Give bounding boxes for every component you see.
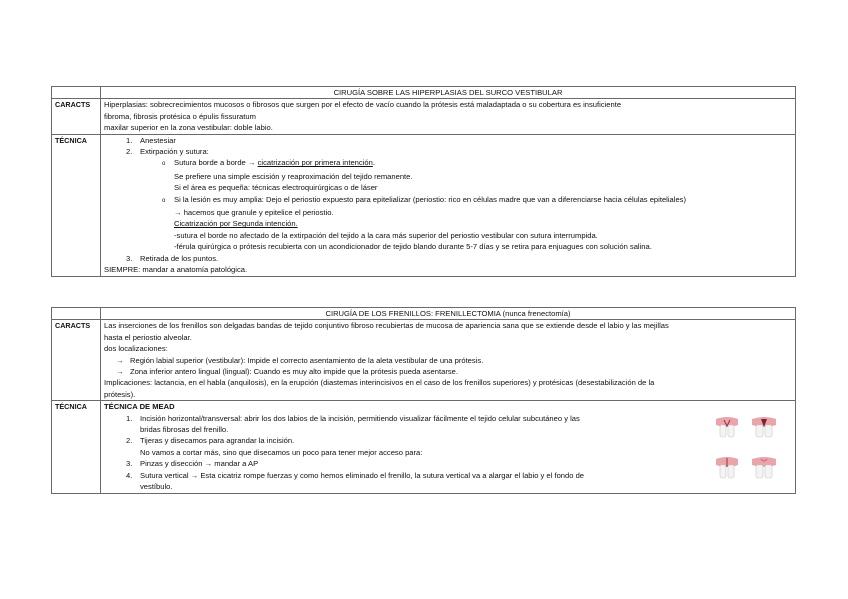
siempre-note: SIEMPRE: mandar a anatomía patológica. xyxy=(104,265,248,275)
localizacion-item: → Zona inferior antero lingual (lingual): Cuando es muy alto impide que la prótesis pueda asentarse. xyxy=(116,367,458,377)
mead-technique xyxy=(104,401,792,492)
teeth-panel-2 xyxy=(752,417,776,437)
bullet-text: → hacemos que granule y epitelice el periostio. xyxy=(174,208,334,218)
step-4: 4. Sutura vertical → Esta cicatriz rompe fuerzas y como hemos eliminado el frenillo, la sutura vertical va a alargar el labio y el fondo de xyxy=(126,470,585,480)
step-2: 2. Tijeras y disecamos para agrandar la incisión. xyxy=(126,436,295,446)
right-arrow-icon: → xyxy=(116,355,124,365)
hiperplasias-table xyxy=(51,86,796,277)
step-text: bridas fibrosas del frenillo. xyxy=(140,425,229,435)
step-3: 3. Retirada de los puntos. xyxy=(126,253,219,263)
teeth-panel-4 xyxy=(752,457,776,478)
caracts-cell xyxy=(101,320,796,401)
bullet-item: o Sutura borde a borde → cicatrización por primera intención. xyxy=(104,157,792,170)
caracts-line: maxilar superior en la zona vestibular: doble labio. xyxy=(104,123,273,133)
localizacion-item: → Región labial superior (vestibular): Impide el correcto asentamiento de la aleta vestibular de una prótesis. xyxy=(116,355,484,365)
tecnica-label: TÉCNICA xyxy=(52,401,101,493)
step-text: No vamos a cortar más, sino que disecamos un poco para tener mejor acceso para: xyxy=(140,447,423,457)
step-3: 3. Pinzas y disección → mandar a AP xyxy=(126,459,259,469)
caracts-label: CARACTS xyxy=(52,320,101,401)
frenillos-table xyxy=(51,307,796,494)
step-2: 2. Extirpación y sutura: xyxy=(126,147,209,157)
caracts-line: Hiperplasias: sobrecrecimientos mucosos o fibrosos que surgen por el efecto de vacío cuando la prótesis está maladaptada o su cobertura es insuficiente xyxy=(104,100,622,110)
implicaciones-line: prótesis). xyxy=(104,389,136,399)
tecnica-label: TÉCNICA xyxy=(52,134,101,276)
caracts-line: hasta el periostio alveolar. xyxy=(104,332,192,342)
caracts-label: CARACTS xyxy=(52,99,101,134)
frenectomy-teeth-figure xyxy=(714,415,778,493)
caracts-cell xyxy=(101,99,796,134)
table2-title: CIRUGÍA DE LOS FRENILLOS: FRENILLECTOMIA (nunca frenectomía) xyxy=(101,308,796,320)
bullet-text: -férula quirúrgica o prótesis recubierta con un acondicionador de tejido blando durante 5-7 días y se retira para enjuagues con solución salina. xyxy=(174,242,652,252)
bullet-text: Si el área es pequeña: técnicas electroquirúrgicas o de láser xyxy=(174,183,378,193)
tecnica-cell xyxy=(101,401,796,493)
tecnica-cell xyxy=(101,134,796,276)
caracts-line: dos localizaciones: xyxy=(104,344,168,354)
step-1: 1. Incisión horizontal/transversal: abrir los dos labios de la incisión, permitiendo visualizar fácilmente el tejido celular subcutáneo y las xyxy=(126,413,580,423)
teeth-panel-1 xyxy=(716,417,738,437)
caracts-line: Las inserciones de los frenillos son delgadas bandas de tejido conjuntivo fibroso recubiertas de mucosa de apariencia sana que se extiende desde el labio y las mejillas xyxy=(104,321,669,331)
mead-title: TÉCNICA DE MEAD xyxy=(104,402,175,412)
teeth-panel-3 xyxy=(716,457,738,478)
right-arrow-icon: → xyxy=(116,367,124,377)
bullet-text: Cicatrización por Segunda intención. xyxy=(174,219,298,229)
step-1: 1. Anestesiar xyxy=(126,135,176,145)
table1-title: CIRUGÍA SOBRE LAS HIPERPLASIAS DEL SURCO VESTIBULAR xyxy=(101,87,796,99)
bullet-item: o Si la lesión es muy amplia: Dejo el periostio expuesto para epitelializar (periostio: rico en células madre que van a diferenciarse hacia células epiteliales) xyxy=(104,194,792,207)
step-text: vestíbulo. xyxy=(140,482,173,492)
circle-bullet-icon: o xyxy=(162,197,166,204)
bullet-text: Se prefiere una simple escisión y reaproximación del tejido remanente. xyxy=(174,171,413,181)
circle-bullet-icon: o xyxy=(162,161,166,168)
bullet-text: -sutura el borde no afectado de la extirpación del tejido a la cara más superior del periostio vestibular con sutura interrumpida. xyxy=(174,230,598,240)
implicaciones-line: Implicaciones: lactancia, en el habla (anquilosis), en la erupción (diastemas interincisivos en el caso de los frenillos superiores) y protésicas (desestabilización de la xyxy=(104,378,655,388)
caracts-line: fibroma, fibrosis protésica o épulis fissuratum xyxy=(104,111,256,121)
